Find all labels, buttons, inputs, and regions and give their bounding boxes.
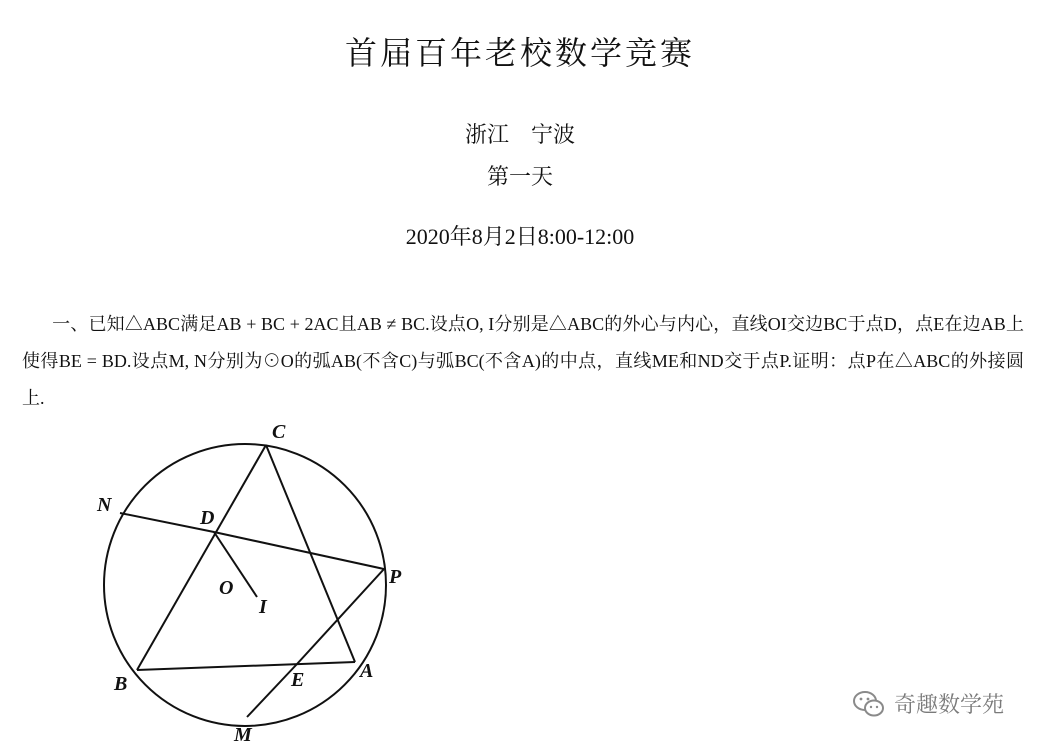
label-E: E bbox=[291, 669, 305, 691]
circumcircle bbox=[104, 444, 386, 726]
day-text: 第一天 bbox=[486, 165, 553, 190]
label-D: D bbox=[200, 507, 215, 529]
label-I: I bbox=[259, 596, 267, 618]
label-C: C bbox=[272, 421, 286, 443]
segment-DP bbox=[214, 532, 384, 569]
segment-CB bbox=[137, 445, 266, 670]
page-title: 首届百年老校数学竞赛 bbox=[344, 34, 695, 72]
label-A: A bbox=[360, 660, 374, 682]
datetime-text: 2020年8月2日8:00-12:00 bbox=[405, 224, 635, 249]
watermark-text: 奇趣数学苑 bbox=[893, 693, 1004, 718]
wechat-icon bbox=[852, 689, 886, 719]
label-N: N bbox=[97, 494, 112, 516]
watermark bbox=[852, 688, 1004, 719]
problem-statement bbox=[22, 306, 1024, 417]
label-P: P bbox=[389, 566, 402, 588]
label-B: B bbox=[114, 673, 128, 695]
problem-text: 一、已知△ABC满足AB + BC + 2AC且AB ≠ BC.设点O, I分别是△ABC的外心与内心，直线OI交边BC于点D，点E在边AB上使得BE = BD.设点M, N分别为⊙O的弧AB(不含C)与弧BC(不含A)的中点，直线ME和ND交于点P.证明：点P在△ABC的外接圆上. bbox=[22, 314, 1024, 408]
label-M: M bbox=[234, 724, 252, 746]
segment-BA bbox=[137, 662, 355, 670]
segment-ME bbox=[247, 664, 297, 717]
label-O: O bbox=[219, 577, 234, 599]
geometry-figure bbox=[0, 405, 460, 751]
location-text: 浙江 宁波 bbox=[464, 123, 575, 148]
figure-lines bbox=[104, 444, 386, 726]
